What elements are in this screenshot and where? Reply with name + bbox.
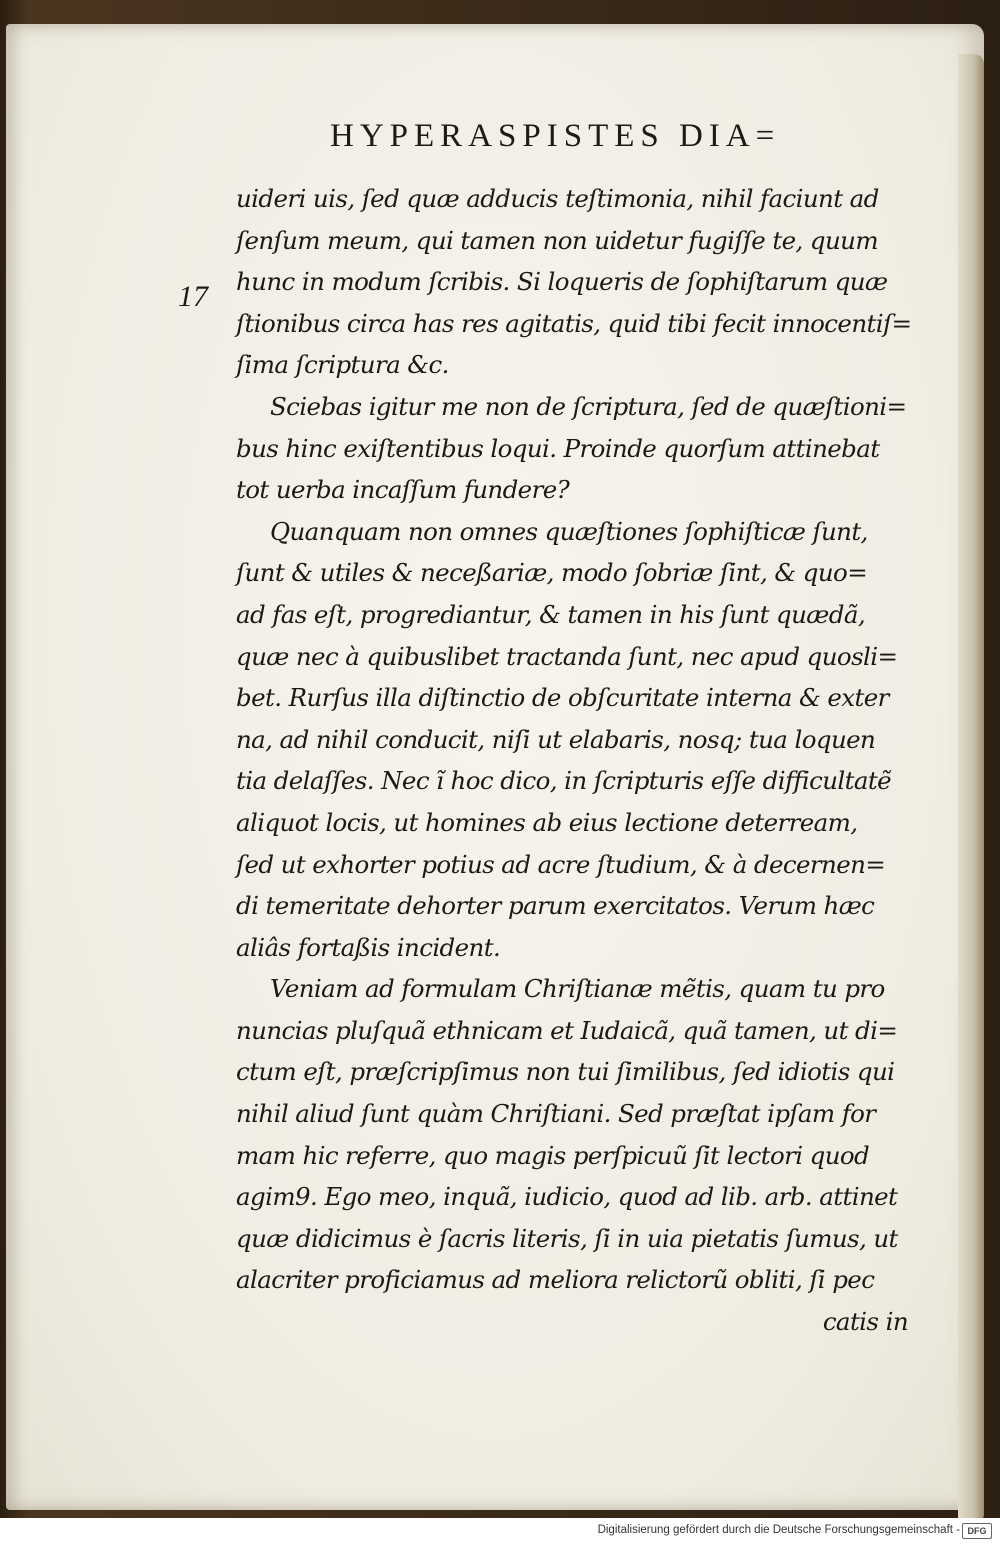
body-text xyxy=(236,178,916,1343)
text-line: aliâs fortaßis incident. xyxy=(236,932,501,962)
dfg-logo-icon: DFG xyxy=(962,1523,992,1539)
text-line: ſima ſcriptura &c. xyxy=(236,350,449,380)
text-line: nuncias pluſquã ethnicam et Iudaicã, quã tamen, ut di= xyxy=(236,1015,898,1045)
running-head: HYPERASPISTES DIA= xyxy=(330,118,781,154)
text-line: quæ didicimus è ſacris literis, ſi in uia pietatis ſumus, ut xyxy=(236,1223,898,1253)
text-line: Quanquam non omnes quæſtiones ſophiſticæ ſunt, xyxy=(270,516,868,546)
text-line: ſenſum meum, qui tamen non uidetur fugiſſe te, quum xyxy=(236,225,878,255)
text-line: ſed ut exhorter potius ad acre ſtudium, & à decernen= xyxy=(236,849,886,879)
page-edge xyxy=(958,54,984,1524)
text-line: bus hinc exiſtentibus loqui. Proinde quorſum attinebat xyxy=(236,433,880,463)
text-line: ad fas eſt, progrediantur, & tamen in his ſunt quædã, xyxy=(236,599,866,629)
text-line: di temeritate dehorter parum exercitatos. Verum hæc xyxy=(236,891,875,921)
text-line: nihil aliud ſunt quàm Chriſtiani. Sed præſtat ipſam for xyxy=(236,1099,876,1129)
text-line: tia delaſſes. Nec ĩ hoc dico, in ſcripturis eſſe difficultatẽ xyxy=(236,766,892,796)
text-line: ſunt & utiles & neceßariæ, modo ſobriæ ſint, & quo= xyxy=(236,558,868,588)
text-line: bet. Rurſus illa diſtinctio de obſcuritate interna & exter xyxy=(236,683,889,713)
text-line: hunc in modum ſcribis. Si loqueris de ſophiſtarum quæ xyxy=(236,267,888,297)
text-line: ſtionibus circa has res agitatis, quid tibi fecit innocentiſ= xyxy=(236,308,912,338)
footer-bar xyxy=(0,1518,1000,1544)
text-line: Veniam ad formulam Chriſtianæ mẽtis, quam tu pro xyxy=(270,974,885,1004)
text-line: mam hic referre, quo magis perſpicuũ ſit lectori quod xyxy=(236,1140,870,1170)
text-line: agim9. Ego meo, inquã, iudicio, quod ad lib. arb. attinet xyxy=(236,1182,898,1212)
catchword: catis in xyxy=(822,1307,908,1337)
margin-note: 17 xyxy=(178,280,208,313)
footer-credit: Digitalisierung gefördert durch die Deutsche Forschungsgemeinschaft - xyxy=(597,1524,960,1536)
text-line: aliquot locis, ut homines ab eius lectione deterream, xyxy=(236,807,858,837)
text-line: ctum eſt, præſcripſimus non tui ſimilibus, ſed idiotis qui xyxy=(236,1057,895,1087)
text-line: na, ad nihil conducit, niſi ut elabaris, nosq; tua loquen xyxy=(236,724,876,754)
text-line: quæ nec à quibuslibet tractanda ſunt, nec apud quosli= xyxy=(236,641,898,671)
text-line: Sciebas igitur me non de ſcriptura, ſed de quæſtioni= xyxy=(270,391,907,421)
text-line: alacriter proficiamus ad meliora relictorũ obliti, ſi pec xyxy=(236,1265,875,1295)
text-line: uideri uis, ſed quæ adducis teſtimonia, nihil faciunt ad xyxy=(236,184,879,213)
text-line: tot uerba incaſſum fundere? xyxy=(236,475,570,505)
